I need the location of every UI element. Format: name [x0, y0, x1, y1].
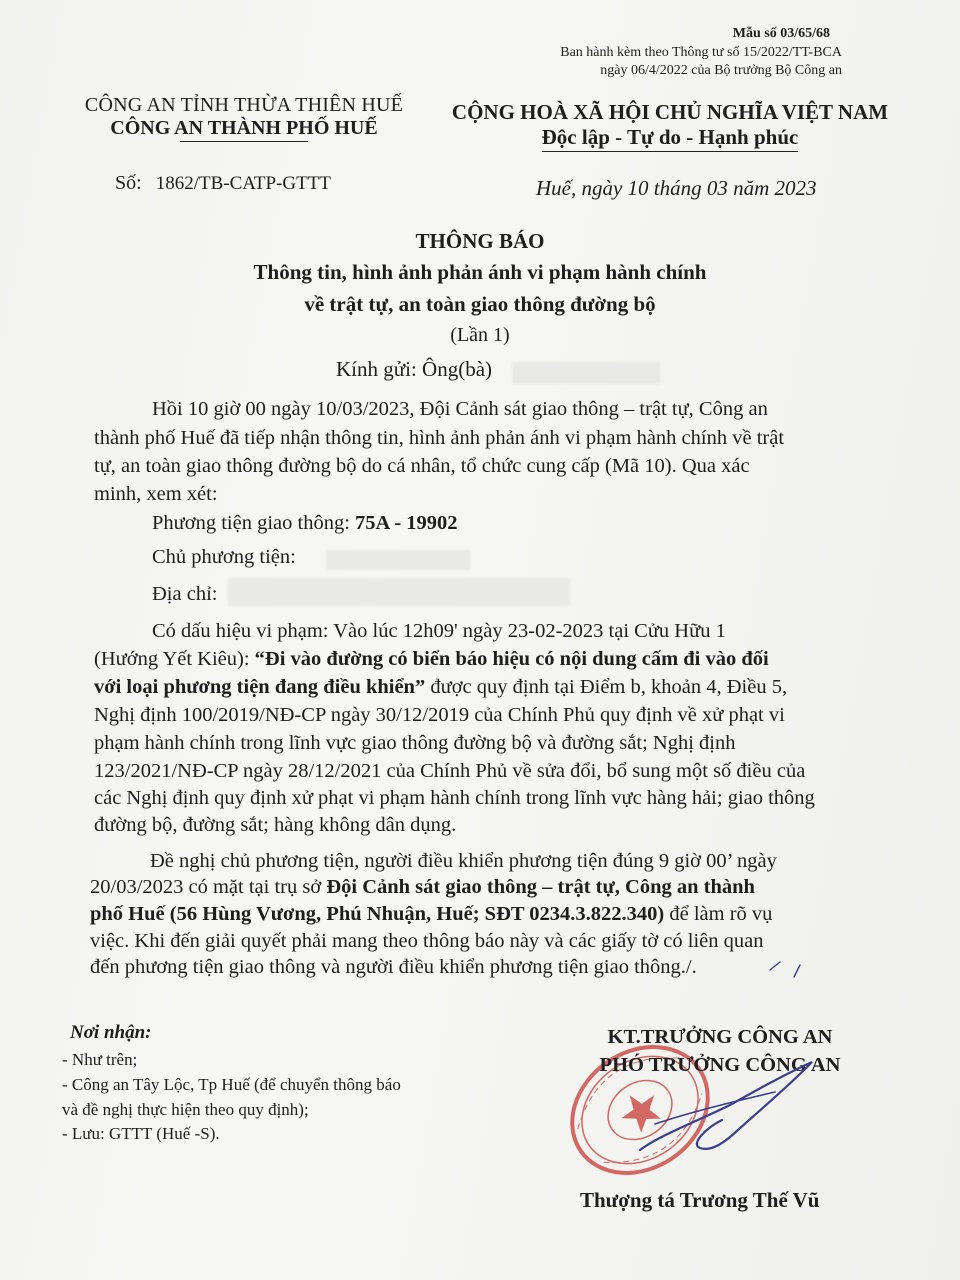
notice-round: (Lần 1): [450, 324, 510, 346]
violation-line: Nghị định 100/2019/NĐ-CP ngày 30/12/2019 của Chính Phủ quy định về xử phạt vi: [94, 704, 785, 726]
notice-subtitle: Thông tin, hình ảnh phản ánh vi phạm hành chính: [253, 260, 707, 284]
violation-location: (Hướng Yết Kiêu):: [94, 648, 255, 670]
form-issued-line: Ban hành kèm theo Thông tư số 15/2022/TT-BCA: [560, 45, 842, 60]
violation-line: Có dấu hiệu vi phạm: Vào lúc 12h09' ngày 23-02-2023 tại Cửu Hữu 1: [152, 620, 726, 642]
violation-line: đường bộ, đường sắt; hàng không dân dụng.: [94, 814, 457, 836]
paragraph-line: tự, an toàn giao thông đường bộ do cá nhân, tổ chức cung cấp (Mã 10). Qua xác: [94, 455, 750, 477]
form-number: Mẫu số 03/65/68: [732, 26, 830, 41]
vehicle-plate: 75A - 19902: [355, 512, 458, 534]
recipient-item: - Công an Tây Lộc, Tp Huế (để chuyển thông báo: [62, 1075, 401, 1094]
request-line: đến phương tiện giao thông và người điều khiển phương tiện giao thông./.: [90, 956, 697, 978]
request-line: Đề nghị chủ phương tiện, người điều khiển phương tiện đúng 9 giờ 00’ ngày: [150, 850, 777, 872]
violation-act: với loại phương tiện đang điều khiển”: [94, 676, 426, 698]
paragraph-line: thành phố Huế đã tiếp nhận thông tin, hình ảnh phản ánh vi phạm hành chính về trật: [94, 427, 785, 449]
signer-name: Thượng tá Trương Thế Vũ: [580, 1188, 820, 1212]
request-office: Đội Cảnh sát giao thông – trật tự, Công an thành: [326, 876, 755, 898]
greeting: Kính gửi: Ông(bà): [336, 357, 493, 381]
recipient-item: - Như trên;: [62, 1050, 138, 1069]
document-date: Huế, ngày 10 tháng 03 năm 2023: [536, 176, 817, 200]
signature-title: PHÓ TRƯỞNG CÔNG AN: [599, 1054, 841, 1076]
violation-basis: được quy định tại Điểm b, khoản 4, Điều 5,: [425, 676, 788, 698]
request-text: 20/03/2023 có mặt tại trụ sở: [90, 876, 327, 898]
national-motto: Độc lập - Tự do - Hạnh phúc: [542, 125, 799, 152]
request-text: để làm rõ vụ: [664, 903, 773, 925]
paragraph-line: Hồi 10 giờ 00 ngày 10/03/2023, Đội Cảnh sát giao thông – trật tự, Công an: [152, 398, 768, 420]
agency-name: CÔNG AN THÀNH PHỐ HUẾ: [110, 117, 378, 139]
notice-subtitle: về trật tự, an toàn giao thông đường bộ: [304, 292, 656, 316]
owner-label: Chủ phương tiện:: [152, 546, 296, 568]
agency-parent: CÔNG AN TỈNH THỪA THIÊN HUẾ: [84, 94, 404, 116]
request-line: việc. Khi đến giải quyết phải mang theo thông báo này và các giấy tờ có liên quan: [90, 930, 764, 952]
national-title: CỘNG HOÀ XÃ HỘI CHỦ NGHĨA VIỆT NAM: [451, 100, 889, 124]
notice-title: THÔNG BÁO: [415, 229, 545, 253]
document-number-value: 1862/TB-CATP-GTTT: [155, 173, 331, 194]
address-label: Địa chỉ:: [152, 583, 218, 605]
violation-line: 123/2021/NĐ-CP ngày 28/12/2021 của Chính Phủ về sửa đổi, bổ sung một số điều của: [94, 760, 806, 782]
vehicle-label: Phương tiện giao thông:: [152, 512, 356, 534]
violation-line: các Nghị định quy định xử phạt vi phạm hành chính trong lĩnh vực hàng hải; giao thông: [94, 787, 815, 809]
paragraph-line: minh, xem xét:: [94, 483, 218, 505]
document-number-label: Số:: [115, 172, 142, 194]
recipient-item: - Lưu: GTTT (Huế -S).: [62, 1124, 220, 1143]
violation-act: “Đi vào đường có biển báo hiệu có nội dung cấm đi vào đối: [254, 648, 769, 670]
form-issued-line: ngày 06/4/2022 của Bộ trưởng Bộ Công an: [600, 63, 842, 78]
request-office: phố Huế (56 Hùng Vương, Phú Nhuận, Huế; SĐT 0234.3.822.340): [90, 903, 665, 925]
recipient-item: và đề nghị thực hiện theo quy định);: [62, 1100, 309, 1119]
signature-title: KT.TRƯỞNG CÔNG AN: [607, 1026, 833, 1048]
violation-line: phạm hành chính trong lĩnh vực giao thông đường bộ và đường sắt; Nghị định: [94, 732, 736, 754]
recipients-title: Nơi nhận:: [70, 1022, 152, 1043]
